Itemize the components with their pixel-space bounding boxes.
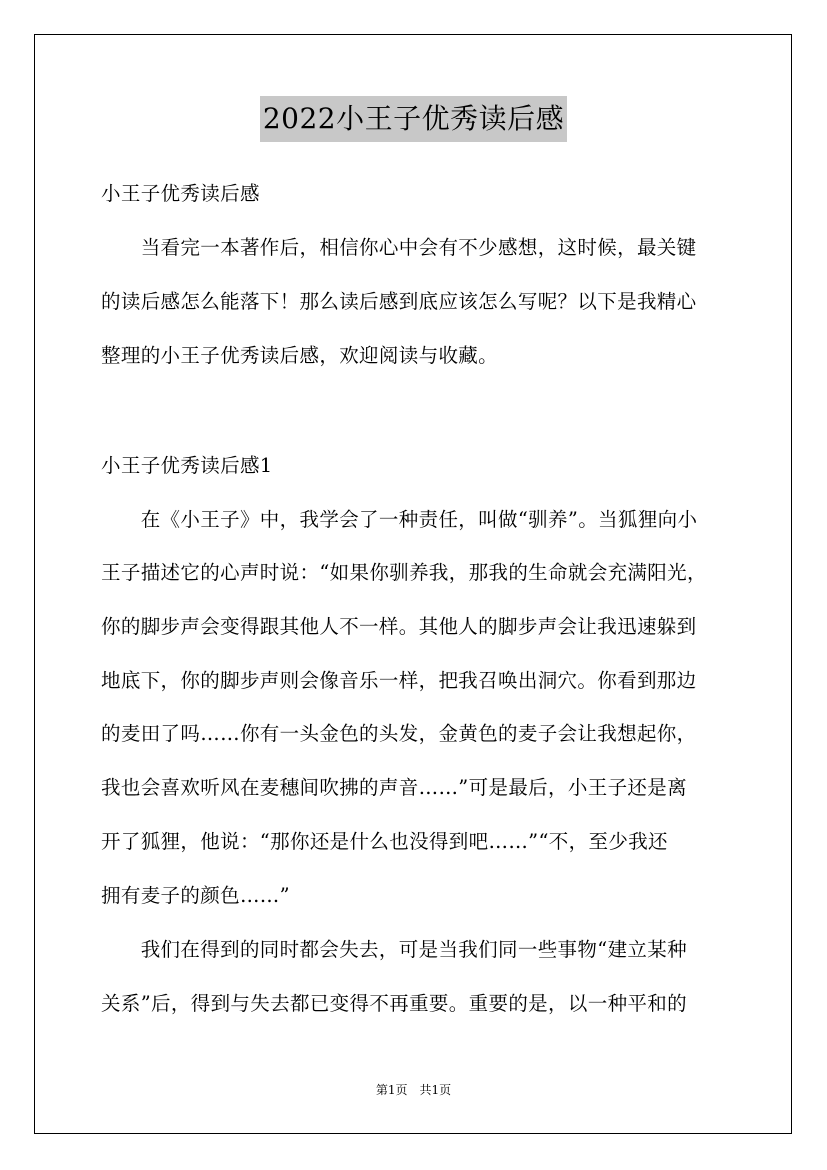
paragraph-line: 我们在得到的同时都会失去，可是当我们同一些事物“建立某种: [101, 938, 687, 961]
title-wrap: [0, 96, 827, 142]
paragraph-line: 地底下，你的脚步声则会像音乐一样，把我召唤出洞穴。你看到那边: [101, 669, 697, 692]
document-title: 2022小王子优秀读后感: [260, 96, 567, 142]
paragraph-line: 的麦田了吗……你有一头金色的头发，金黄色的麦子会让我想起你，: [101, 722, 697, 745]
page-number: 第1页: [375, 1083, 408, 1097]
paragraph-line: 在《小王子》中，我学会了一种责任，叫做“驯养”。当狐狸向小: [101, 508, 698, 531]
paragraph-line: 你的脚步声会变得跟其他人不一样。其他人的脚步声会让我迅速躲到: [101, 615, 697, 638]
section-heading: 小王子优秀读后感1: [101, 454, 273, 477]
paragraph-line: 王子描述它的心声时说：“如果你驯养我，那我的生命就会充满阳光，: [101, 561, 707, 584]
paragraph-line: 的读后感怎么能落下！那么读后感到底应该怎么写呢？以下是我精心: [101, 290, 697, 313]
paragraph-line: 整理的小王子优秀读后感，欢迎阅读与收藏。: [101, 344, 499, 367]
section-heading: 小王子优秀读后感: [101, 182, 260, 205]
paragraph-line: 拥有麦子的颜色……”: [101, 884, 290, 907]
paragraph-line: 当看完一本著作后，相信你心中会有不少感想，这时候，最关键: [101, 236, 697, 259]
page-total: 共1页: [419, 1083, 452, 1097]
paragraph-line: 开了狐狸，他说：“那你还是什么也没得到吧……”“不，至少我还: [101, 830, 668, 853]
paragraph-line: 关系”后，得到与失去都已变得不再重要。重要的是，以一种平和的: [101, 992, 687, 1015]
page-footer: [0, 1082, 827, 1098]
paragraph-line: 我也会喜欢听风在麦穗间吹拂的声音……”可是最后，小王子还是离: [101, 776, 687, 799]
